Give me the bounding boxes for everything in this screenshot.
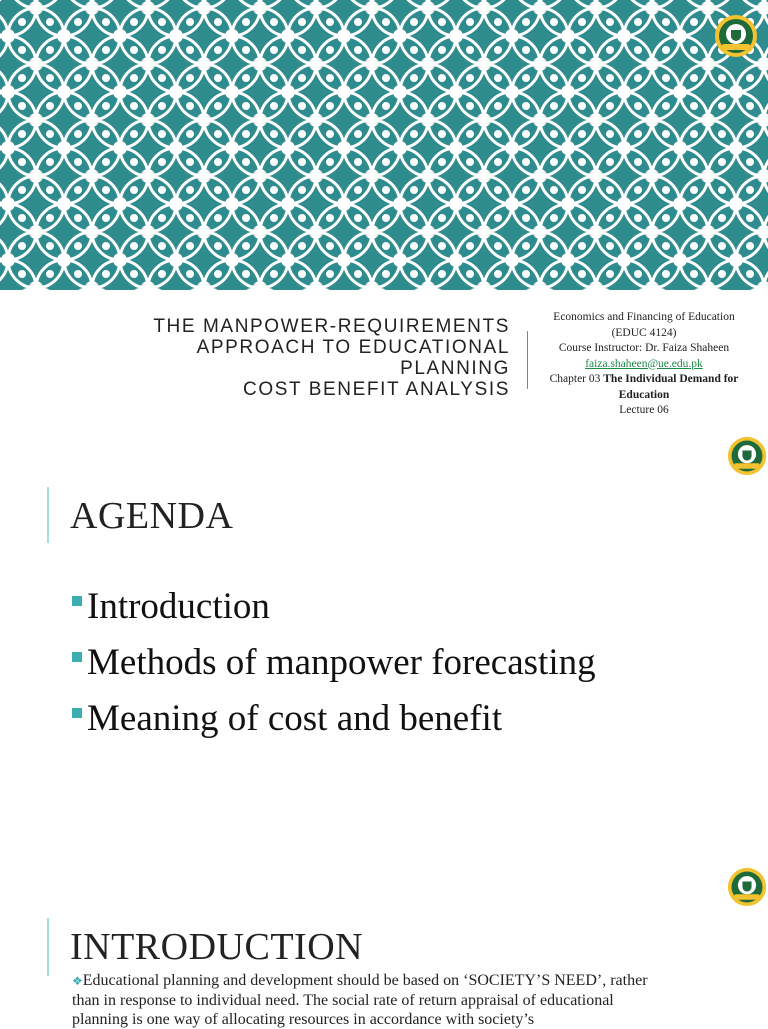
intro-accent-bar (47, 918, 49, 976)
introduction-text: Educational planning and development should be based on ‘SOCIETY’S NEED’, rather than in response to individual need. The social rate of return appraisal of educational planning is one way of allocating resources in accordance with society’s (72, 972, 648, 1028)
introduction-heading: INTRODUCTION (70, 926, 364, 968)
title-line-3: PLANNING (400, 358, 510, 379)
title-line-4: COST BENEFIT ANALYSIS (243, 379, 510, 400)
agenda-accent-bar (47, 487, 49, 543)
header-pattern (0, 0, 768, 290)
university-logo-icon (727, 436, 767, 476)
list-item (72, 584, 732, 630)
email-link[interactable]: faiza.shaheen@ue.edu.pk (585, 357, 703, 370)
title-divider (527, 331, 528, 389)
agenda-heading: AGENDA (70, 495, 234, 537)
square-bullet-icon (72, 652, 82, 662)
agenda-list (72, 584, 732, 752)
list-item (72, 696, 732, 742)
agenda-item-label: Methods of manpower forecasting (87, 642, 596, 683)
chapter-prefix: Chapter 03 (549, 373, 601, 385)
course-name: Economics and Financing of Education (EDUC 4124) (553, 311, 735, 339)
course-info (540, 310, 748, 419)
instructor-name: Course Instructor: Dr. Faiza Shaheen (558, 342, 730, 354)
title-line-1: THE MANPOWER-REQUIREMENTS (153, 316, 510, 337)
diamond-bullet-icon: ❖ (72, 974, 83, 988)
presentation-title (30, 316, 510, 400)
pattern-graphic (0, 0, 768, 290)
square-bullet-icon (72, 708, 82, 718)
title-line-2: APPROACH TO EDUCATIONAL (196, 337, 510, 358)
introduction-paragraph (72, 971, 672, 1029)
agenda-item-label: Meaning of cost and benefit (87, 698, 503, 739)
university-logo-icon (714, 14, 758, 58)
agenda-item-label: Introduction (87, 586, 270, 627)
square-bullet-icon (72, 596, 82, 606)
chapter-title: The Individual Demand for Education (603, 373, 739, 401)
chapter-line (540, 372, 748, 403)
university-logo-icon (727, 867, 767, 907)
list-item (72, 640, 732, 686)
lecture-number: Lecture 06 (619, 404, 669, 416)
